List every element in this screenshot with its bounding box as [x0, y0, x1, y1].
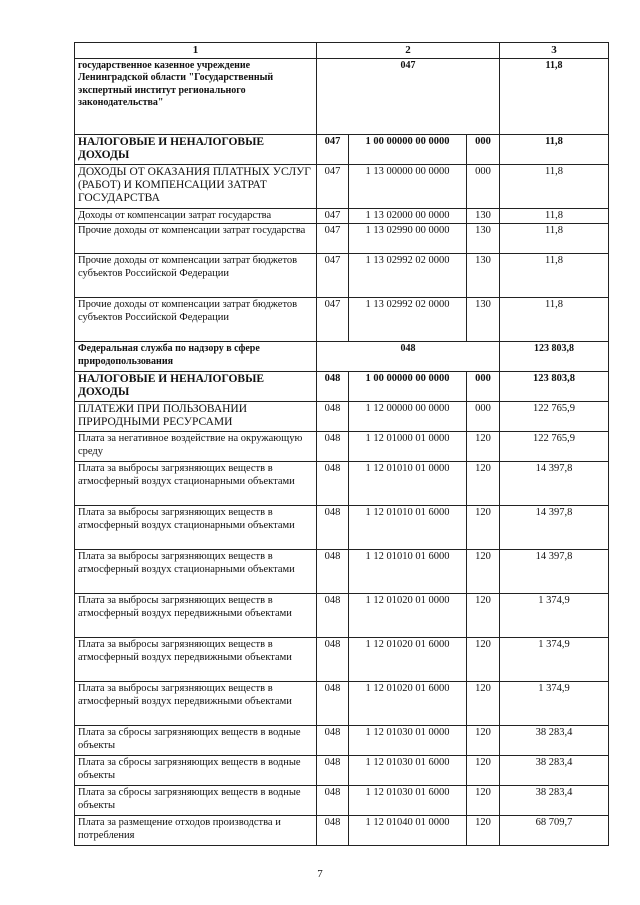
row-name: Плата за негативное воздействие на окружающую среду [75, 432, 317, 462]
row-admin-code: 047 [317, 135, 349, 165]
row-admin-code: 047 [317, 298, 349, 342]
row-admin-code: 047 [317, 165, 349, 209]
table-row [75, 506, 609, 550]
revenue-table [74, 42, 609, 846]
row-element-code: 120 [467, 638, 500, 682]
row-name: Доходы от компенсации затрат государства [75, 209, 317, 224]
row-sum: 1 374,9 [500, 682, 609, 726]
table-row [75, 550, 609, 594]
row-element-code: 120 [467, 432, 500, 462]
row-element-code: 130 [467, 254, 500, 298]
row-admin-code: 048 [317, 372, 349, 402]
row-kbk-code: 1 12 01010 01 6000 [349, 506, 467, 550]
row-kbk-code: 1 12 01020 01 6000 [349, 682, 467, 726]
row-name: Плата за выбросы загрязняющих веществ в атмосферный воздух стационарными объектами [75, 462, 317, 506]
row-kbk-code: 1 12 01030 01 6000 [349, 756, 467, 786]
row-element-code: 120 [467, 726, 500, 756]
table-row [75, 165, 609, 209]
table-row [75, 402, 609, 432]
table-row [75, 59, 609, 135]
row-admin-code: 048 [317, 638, 349, 682]
row-element-code: 120 [467, 550, 500, 594]
row-name: Прочие доходы от компенсации затрат бюджетов субъектов Российской Федерации [75, 298, 317, 342]
row-admin-code: 047 [317, 209, 349, 224]
row-sum: 38 283,4 [500, 756, 609, 786]
row-name: Плата за выбросы загрязняющих веществ в атмосферный воздух передвижными объектами [75, 638, 317, 682]
row-name: Плата за размещение отходов производства и потребления [75, 816, 317, 846]
row-sum: 68 709,7 [500, 816, 609, 846]
row-name: Плата за выбросы загрязняющих веществ в атмосферный воздух передвижными объектами [75, 682, 317, 726]
row-name: Плата за сбросы загрязняющих веществ в водные объекты [75, 786, 317, 816]
row-element-code: 120 [467, 786, 500, 816]
row-element-code: 130 [467, 298, 500, 342]
row-kbk-code: 1 12 01020 01 0000 [349, 594, 467, 638]
header-col-1: 1 [75, 43, 317, 59]
row-element-code: 120 [467, 682, 500, 726]
header-col-2: 2 [317, 43, 500, 59]
row-admin-code: 048 [317, 594, 349, 638]
row-admin-code: 048 [317, 786, 349, 816]
table-row [75, 638, 609, 682]
row-element-code: 130 [467, 224, 500, 254]
table-row [75, 594, 609, 638]
row-sum: 1 374,9 [500, 594, 609, 638]
table-row [75, 224, 609, 254]
row-admin-code: 048 [317, 756, 349, 786]
row-element-code: 120 [467, 462, 500, 506]
row-sum: 1 374,9 [500, 638, 609, 682]
row-kbk-code: 1 00 00000 00 0000 [349, 372, 467, 402]
row-name: государственное казенное учреждение Ленинградской области "Государственный экспертный институт регионального законодательства" [75, 59, 317, 135]
row-admin-code: 047 [317, 224, 349, 254]
row-kbk-code: 1 12 01030 01 0000 [349, 726, 467, 756]
row-name: Плата за сбросы загрязняющих веществ в водные объекты [75, 726, 317, 756]
row-sum: 11,8 [500, 59, 609, 135]
row-kbk-code: 1 12 01020 01 6000 [349, 638, 467, 682]
row-admin-code: 048 [317, 432, 349, 462]
row-element-code: 000 [467, 165, 500, 209]
row-name: Плата за выбросы загрязняющих веществ в атмосферный воздух передвижными объектами [75, 594, 317, 638]
row-name: Плата за выбросы загрязняющих веществ в атмосферный воздух стационарными объектами [75, 550, 317, 594]
row-admin-code: 048 [317, 726, 349, 756]
row-element-code: 000 [467, 372, 500, 402]
row-admin-code: 048 [317, 506, 349, 550]
row-name: ПЛАТЕЖИ ПРИ ПОЛЬЗОВАНИИ ПРИРОДНЫМИ РЕСУРСАМИ [75, 402, 317, 432]
row-element-code: 000 [467, 135, 500, 165]
row-kbk-code: 1 13 02992 02 0000 [349, 254, 467, 298]
table-row [75, 432, 609, 462]
row-admin-code: 048 [317, 682, 349, 726]
row-element-code: 120 [467, 816, 500, 846]
table-row [75, 135, 609, 165]
table-row [75, 209, 609, 224]
table-row [75, 462, 609, 506]
row-sum: 38 283,4 [500, 786, 609, 816]
table-row [75, 254, 609, 298]
row-element-code: 120 [467, 756, 500, 786]
row-sum: 122 765,9 [500, 432, 609, 462]
row-element-code: 120 [467, 594, 500, 638]
row-sum: 14 397,8 [500, 550, 609, 594]
row-sum: 123 803,8 [500, 372, 609, 402]
row-admin-code: 048 [317, 816, 349, 846]
row-sum: 11,8 [500, 254, 609, 298]
row-admin-code: 048 [317, 550, 349, 594]
row-name: Плата за выбросы загрязняющих веществ в атмосферный воздух стационарными объектами [75, 506, 317, 550]
row-name: Федеральная служба по надзору в сфере природопользования [75, 342, 317, 372]
row-admin-code: 048 [317, 342, 500, 372]
row-name: Плата за сбросы загрязняющих веществ в водные объекты [75, 756, 317, 786]
row-element-code: 130 [467, 209, 500, 224]
row-kbk-code: 1 12 01040 01 0000 [349, 816, 467, 846]
row-kbk-code: 1 13 02992 02 0000 [349, 298, 467, 342]
table-row [75, 682, 609, 726]
row-sum: 11,8 [500, 135, 609, 165]
row-name: НАЛОГОВЫЕ И НЕНАЛОГОВЫЕ ДОХОДЫ [75, 372, 317, 402]
row-sum: 11,8 [500, 224, 609, 254]
table-row [75, 786, 609, 816]
row-element-code: 120 [467, 506, 500, 550]
row-name: Прочие доходы от компенсации затрат бюджетов субъектов Российской Федерации [75, 254, 317, 298]
table-row [75, 342, 609, 372]
row-kbk-code: 1 12 01010 01 0000 [349, 462, 467, 506]
row-admin-code: 047 [317, 254, 349, 298]
row-kbk-code: 1 13 02000 00 0000 [349, 209, 467, 224]
table-header-row [75, 43, 609, 59]
row-sum: 122 765,9 [500, 402, 609, 432]
row-kbk-code: 1 12 01000 01 0000 [349, 432, 467, 462]
row-sum: 14 397,8 [500, 462, 609, 506]
page-number: 7 [317, 868, 323, 880]
table-row [75, 372, 609, 402]
row-sum: 11,8 [500, 165, 609, 209]
row-kbk-code: 1 13 02990 00 0000 [349, 224, 467, 254]
row-name: ДОХОДЫ ОТ ОКАЗАНИЯ ПЛАТНЫХ УСЛУГ (РАБОТ) И КОМПЕНСАЦИИ ЗАТРАТ ГОСУДАРСТВА [75, 165, 317, 209]
row-kbk-code: 1 12 00000 00 0000 [349, 402, 467, 432]
row-kbk-code: 1 12 01030 01 6000 [349, 786, 467, 816]
table-row [75, 726, 609, 756]
row-sum: 38 283,4 [500, 726, 609, 756]
row-kbk-code: 1 13 00000 00 0000 [349, 165, 467, 209]
row-kbk-code: 1 12 01010 01 6000 [349, 550, 467, 594]
table-row [75, 298, 609, 342]
row-sum: 14 397,8 [500, 506, 609, 550]
table-row [75, 816, 609, 846]
row-sum: 123 803,8 [500, 342, 609, 372]
row-name: НАЛОГОВЫЕ И НЕНАЛОГОВЫЕ ДОХОДЫ [75, 135, 317, 165]
row-kbk-code: 1 00 00000 00 0000 [349, 135, 467, 165]
row-admin-code: 048 [317, 402, 349, 432]
row-sum: 11,8 [500, 298, 609, 342]
row-sum: 11,8 [500, 209, 609, 224]
row-element-code: 000 [467, 402, 500, 432]
header-col-3: 3 [500, 43, 609, 59]
row-admin-code: 048 [317, 462, 349, 506]
row-name: Прочие доходы от компенсации затрат государства [75, 224, 317, 254]
table-row [75, 756, 609, 786]
row-admin-code: 047 [317, 59, 500, 135]
